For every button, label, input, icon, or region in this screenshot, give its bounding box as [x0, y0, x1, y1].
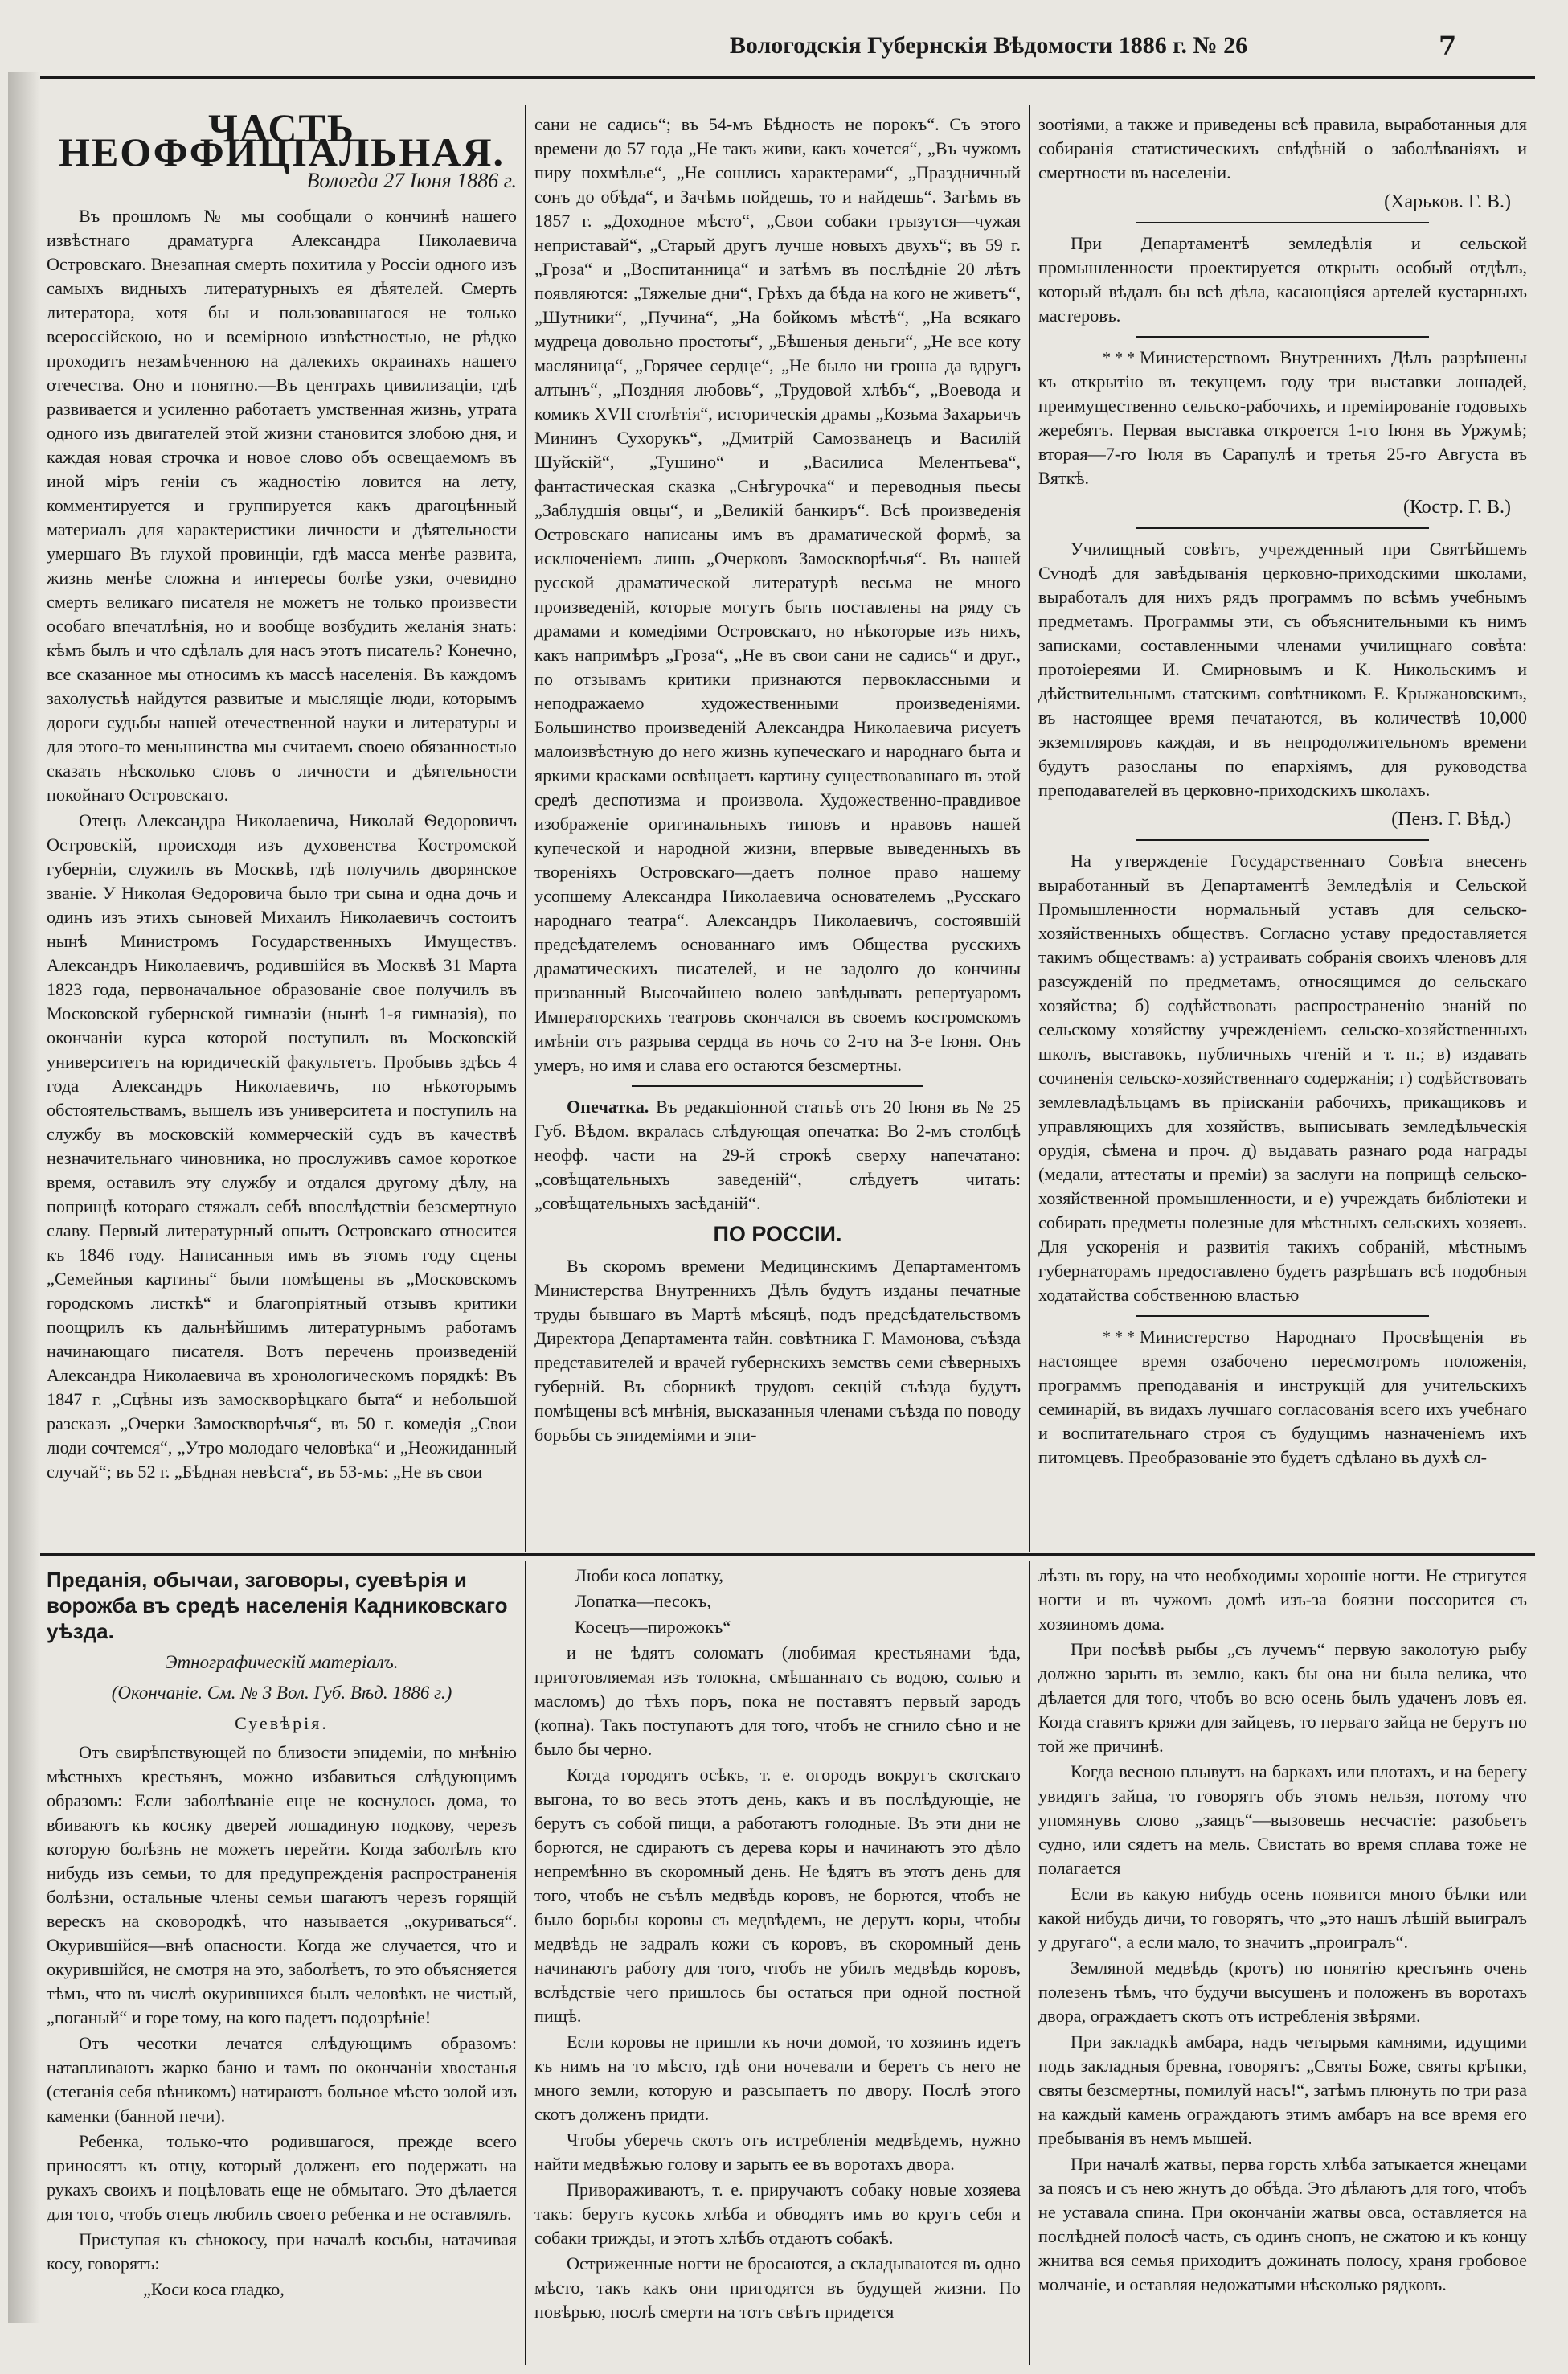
article-paragraph: При посѣвѣ рыбы „съ лучемъ“ первую заколотую рыбу должно зарыть въ землю, какъ бы она ни была велика, что дѣлается для того, чтобъ во всю осень былъ удаченъ ловъ ея. Когда ставятъ кряжи для зайцевъ, то перваго зайца не берутъ по той же причинѣ. — [1038, 1639, 1527, 1756]
continuation-note: (Окончаніе. См. № 3 Вол. Губ. Вѣд. 1886 г.) — [111, 1683, 452, 1703]
column-3 — [1038, 113, 1527, 1548]
article-paragraph: сани не садись“; въ 54-мъ Бѣдность не порокъ“. Съ этого времени до 57 года „Не такъ живи, какъ хочется“, „Въ чужомъ пиру похмѣлье“, „Не сошлись характерами“, „Праздничный сонъ до обѣда“, и Зачѣмъ пойдешь, то и найдешь“. Затѣмъ въ 1857 г. „Доходное мѣсто“, „Свои собаки грызутся—чужая неприставай“, „Старый другъ лучше новыхъ двухъ“; въ 59 г. „Гроза“ и „Воспитанница“ и затѣмъ въ послѣдніе 20 лѣтъ появляются: „Тяжелые дни“, Грѣхъ да бѣда на кого не живетъ“, „Шутники“, „Пучина“, „На бойкомъ мѣстѣ“, „На всякаго мудреца довольно простоты“, „Бѣшеныя деньги“, „Не все коту масляница“, „Горячее сердце“, „Не было ни гроша да вдругъ алтынъ“, „Поздняя любовь“, „Трудовой хлѣбъ“, „Воевода и комикъ XVII столѣтія“, историческія драмы „Козьма Захарьичъ Mининъ Сухорукъ“, „Дмитрій Самозванецъ и Василій Шуйскій“, „Тушино“ и „Василиса Мелентьева“, фантастическая сказка „Снѣгурочка“ и переводныя пьесы „Заблудшія овцы“, и „Великій банкиръ“. Всѣ произведенія Островскаго написаны имъ въ драматической формѣ, за исключеніемъ лишь „Очерковъ Замоскворѣчья“. Въ нашей русской драматической литературѣ весьма не много произведеній, которые могутъ быть поставлены на ряду съ драмами и комедіями Островскаго, но нѣкоторые изъ нихъ, какъ напримѣръ „Гроза“, „Не въ свои сани не садись“ и друг., по отзывамъ критики признаются первоклассными и неподражаемо художественными произведеніями. Большинство произведеній Александра Николаевича рисуетъ малоизвѣстную до него жизнь купеческаго и народнаго быта и яркими красками освѣщаетъ картину существовавшаго въ этой средѣ деспотизма и произвола. Художественно-правдивое изображеніе оригинальныхъ типовъ и нравовъ нашей купеческой и народной жизни, впервые выведенныхъ въ твореніяхъ Островскаго—даетъ полное право нашему усопшему Александра Николаевича основателемъ „Русскаго народнаго театра“. Александръ Николаевичъ, состоявшій предсѣдателемъ основаннаго имъ Общества русскихъ драматическихъ писателей, и не задолго до кончины призванный Высочайшею волею завѣдывать репертуаромъ Императорскихъ театровъ скончался въ своемъ костромскомъ имѣніи отъ разрыва сердца въ ночь со 2-го на 3-е Іюня. Онъ умеръ, но имя и слава его остаются безсмертны. — [534, 114, 1021, 1075]
separator — [1136, 1315, 1430, 1317]
news-paragraph: На утвержденіе Государственнаго Совѣта внесенъ выработанный въ Департаментѣ Земледѣлія и Сельской Промышленности нормальный уставъ для сельско-хозяйственныхъ обществъ. Согласно уставу предоставляется такимъ обществамъ: а) устраивать собранія своихъ членовъ для разсужденій по предметамъ, относящимся до сельскаго хозяйства; б) содѣйствовать распространенію знаній по сельскому хозяйству учрежденіемъ сельско-хозяйственныхъ школъ, выставокъ, публичныхъ чтеній и т. п.; в) издавать сочиненія сельско-хозяйственнаго содержанія; г) содѣйствовать землевладѣльцамъ въ пріисканіи рабочихъ, прикащиковъ и управляющихъ для хозяйствъ, выписывать земледѣльческія орудія, сѣмена и проч. д) выдавать разнаго рода награды (медали, аттестаты и преміи) за заслуги на поприщѣ сельско-хозяйственной промышленности, и е) учреждать библіотеки и собирать предметы полезные для мѣстныхъ сельскихъ хозяевъ. Для ускоренія и развитія такихъ собраній, мѣстнымъ губернаторамъ предоставлено будетъ разрѣшать всѣ подобныя ходатайства собственною властью — [1038, 851, 1527, 1305]
column-rule-2 — [1029, 105, 1030, 1552]
bottom-column-3 — [1038, 1564, 1527, 2368]
verse-line: Люби коса лопатку, — [575, 1565, 724, 1585]
section-divider — [40, 1553, 1535, 1556]
article-paragraph: Отъ чесотки лечатся слѣдующимъ образомъ: натапливаютъ жарко баню и тамъ по окончаніи хвостанья (стеганія себя вѣникомъ) натираютъ больное мѣсто золой изъ каменки (банной печи). — [47, 2033, 517, 2126]
article-paragraph: Отъ свирѣпствующей по близости эпидеміи, по мнѣнію мѣстныхъ крестьянъ, можно избавиться слѣдующимъ образомъ: Если заболѣваніе еще не коснулось дома, то вбиваютъ къ косяку дверей лошадиную подкову, черезъ которую болѣзнь не можетъ перейти. Когда заболѣлъ кто нибудь изъ семьи, то для предупрежденія распространенія болѣзни, остальные члены семьи шагаютъ черезъ горящій верескъ на сковородкѣ, что называется „окуриваться“. Окурившійся—внѣ опасности. Когда же случается, что и окурившійся, не смотря на это, заболѣетъ, то это объясняется тѣмъ, что въ числѣ окурившихся былъ человѣкъ не чистый, „поганый“ и горе тому, на кого падетъ подозрѣніе! — [47, 1742, 517, 2028]
superstitions-heading: Суевѣрія. — [235, 1713, 329, 1733]
separator — [1136, 222, 1430, 223]
verse-line: Лопатка—песокъ, — [575, 1591, 711, 1611]
article-paragraph: Въ прошломъ № мы сообщали о кончинѣ нашего извѣстнаго драматурга Александра Николаевича Островскаго. Внезапная смерть похитила у Россіи одного изъ самыхъ видныхъ литературныхъ ея дѣятелей. Смерть литератора, хотя бы и пользовавшагося не только всероссійскою, но и всемірною извѣстностью, не рѣдко проходитъ незамѣченною на далекихъ окраинахъ нашего отечества. Оно и понятно.—Въ центрахъ цивилизаціи, гдѣ развивается и усиленно работаетъ умственная жизнь, утрата одного изъ двигателей этой жизни становится злобою дня, и каждая новая строчка и новое слово объ освещаемомъ въ иной міръ геніи съ жадностію ловится на лету, комментируется и группируется какъ драгоцѣнный материалъ для характеристики личности и дѣятельности умершаго Въ глухой провинціи, гдѣ масса менѣе развита, жизнь менѣе сложна и интересы болѣе узки, очевидно смерть великаго писателя не можетъ не только произвести особаго впечатлѣнія, но и вообще возбудить желанія знать: кѣмъ былъ и что сдѣлалъ для насъ этотъ писатель? Конечно, все сказанное мы относимъ къ массѣ населенія. Въ каждомъ захолустьѣ найдутся развитые и мыслящіе люди, которымъ дороги судьбы нашей отечественной науки и литературы и для этого-то меньшинства мы считаемъ своею обязанностью сказать нѣсколько словъ о личности и дѣятельности покойнаго Островскаго. — [47, 206, 517, 805]
verse-line: Косецъ—пирожокъ“ — [575, 1617, 731, 1637]
dateline: Вологда 27 Іюня 1886 г. — [306, 169, 517, 192]
correction-notice — [534, 1095, 1021, 1216]
news-paragraph: При Департаментѣ земледѣлія и сельской промышленности проектируется открыть особый отдѣлъ, который вѣдалъ бы всѣ дѣла, касающіяся артелей кустарныхъ мастеровъ. — [1038, 233, 1527, 326]
correction-label: Опечатка. — [567, 1097, 649, 1117]
article-paragraph: При закладкѣ амбара, надъ четырьмя камнями, идущими подъ закладныя бревна, говорятъ: „Святы Боже, святы крѣпки, святы безсмертны, помилуй насъ!“, затѣмъ плюнуть по три раза на каждый камень ограждаютъ этимъ амбаръ на все время его пребыванія въ немъ мышей. — [1038, 2032, 1527, 2148]
news-paragraph: Въ скоромъ времени Медицинскимъ Департаментомъ Министерства Внутреннихъ Дѣлъ будутъ изданы печатные труды бывшаго въ Мартѣ мѣсяцѣ, подъ предсѣдательствомъ Директора Департамента тайн. совѣтника Г. Мамонова, съѣзда представителей и врачей губернскихъ земствъ семи сѣверныхъ губерній. Въ сборникѣ трудовъ секцій съѣзда будутъ помѣщены всѣ мнѣнія, высказанныя членами съѣзда по поводу борьбы съ эпидеміями и эпи- — [534, 1256, 1021, 1445]
ethnography-subtitle: Этнографическій матеріалъ. — [165, 1652, 399, 1672]
article-paragraph: Ребенка, только-что родившагося, прежде всего приносятъ къ отцу, который долженъ его подержать на рукахъ своихъ и поцѣловать еще не обмытаго. Это дѣлается для того, чтобъ отецъ любилъ своего ребенка и не оставлялъ. — [47, 2131, 517, 2224]
page-number: 7 — [1439, 31, 1457, 61]
article-paragraph: Когда городятъ осѣкъ, т. е. огородъ вокругъ скотскаго выгона, то во весь этотъ день, какъ и въ послѣдующіе, не берутъ съ собой пищи, а работаютъ голодные. Въ эти дни не борются, не сдираютъ съ дерева коры и начинаютъ это дѣло непремѣнно въ скоромный день. Не ѣдятъ въ этотъ день для того, чтобъ не съѣлъ медвѣдь коровъ, не борются, чтобъ не было борьбы коровы съ медвѣдемъ, не дерутъ коры, чтобы медвѣдь не задралъ кожи съ коровъ, въ скоромный день начинаютъ работу для того, чтобъ не убилъ медвѣдь коровъ, вслѣдствіе чего пришлось бы остаться при одной постной пищѣ. — [534, 1765, 1021, 2026]
news-paragraph: зоотіями, а также и приведены всѣ правила, выработанныя для собиранія статистическихъ свѣдѣній о заболѣваніяхъ и смертности въ населеніи. — [1038, 114, 1527, 182]
header-rule — [40, 76, 1535, 79]
article-paragraph: Если коровы не пришли къ ночи домой, то хозяинъ идетъ къ нимъ на то мѣсто, гдѣ они ночевали и беретъ съ него не много земли, которую и разсыпаетъ по двору. Послѣ этого скотъ долженъ придти. — [534, 2032, 1021, 2124]
separator — [1136, 527, 1430, 529]
binding-shadow — [8, 72, 40, 2323]
article-paragraph: Отецъ Александра Николаевича, Николай Ѳедоровичъ Островскій, происходя изъ духовенства Костромской губерніи, служилъ въ Москвѣ, гдѣ получилъ дворянское званіе. У Николая Ѳедоровича было три сына и одна дочь и одинъ изъ этихъ сыновей Михаилъ Николаевичъ состоитъ нынѣ Министромъ Государственныхъ Имуществъ. Александръ Николаевичъ, родившійся въ Москвѣ 31 Марта 1823 года, первоначальное образованіе свое получилъ въ Московской губернской гимназіи (нынѣ 1-я гимназія), по окончаніи курса которой поступилъ въ Московскій университетъ на юридическій факультетъ. Пробывъ здѣсь 4 года Александръ Николаевичъ, по нѣкоторымъ обстоятельствамъ, вышелъ изъ университета и поступилъ на службу въ московскій коммерческій судъ въ качествѣ незначительнаго чиновника, но прослуживъ самое короткое время, оставилъ эту службу и отдался другому дѣлу, на поприщѣ котораго стяжалъ себѣ впослѣдствіи безсмертную славу. Первый литературный опытъ Островскаго относится къ 1846 году. Написанныя имъ въ этомъ году сцены „Семейныя картины“ были помѣщены въ „Московскомъ городскомъ листкѣ“ и благопріятный отзывъ критики поощрилъ къ дальнѣйшимъ литературнымъ работамъ начинающаго писателя. Вотъ перечень произведеній Александра Николаевича въ хронологическомъ порядкѣ: Въ 1847 г. „Сцѣны изъ замоскворѣцкаго быта“ и небольшой разсказъ „Очерки Замоскворѣчья“, въ 50 г. комедія „Свои люди сочтемся“, „Утро молодаго человѣка“ и „Неожиданный случай“; въ 52 г. „Бѣдная невѣста“, въ 53-мъ: „Не въ свои — [47, 810, 517, 1482]
bottom-column-1 — [47, 1564, 517, 2368]
source-ref: (Костр. Г. В.) — [1402, 497, 1511, 518]
article-paragraph: Приступая къ сѣнокосу, при началѣ косьбы, натачивая косу, говорятъ: — [47, 2229, 517, 2274]
column-1 — [47, 113, 517, 1548]
column-rule-4 — [1029, 1561, 1030, 2365]
column-2 — [534, 113, 1021, 1548]
article-paragraph: и не ѣдятъ соломатъ (любимая крестьянами ѣда, приготовляемая изъ толокна, смѣшаннаго съ водою, солью и масломъ) до тѣхъ поръ, пока не поставятъ первый зародъ (копна). Такъ поступаютъ для того, чтобъ не сгнило сѣно и не было бы черно. — [534, 1642, 1021, 1759]
ethnography-title: Преданія, обычаи, заговоры, суевѣрія и ворожба въ средѣ населенія Кадниковскаго уѣзда. — [47, 1568, 508, 1643]
news-paragraph: Училищный совѣтъ, учрежденный при Святѣйшемъ Сѵнодѣ для завѣдыванія церковно-приходскими школами, выработалъ для нихъ рядъ программъ по всѣмъ учебнымъ предметамъ. Программы эти, съ объяснительными къ нимъ записками, составленными членами училищнаго совѣта: протоіереями И. Смирновымъ и К. Никольскимъ и дѣйствительнымъ статскимъ совѣтникомъ Е. Крыжановскимъ, въ настоящее время печатаются, въ количествѣ 10,000 экземпляровъ каждая, и въ непродолжительномъ времени будутъ разосланы по епархіямъ, для руководства преподавателей въ церковно-приходскихъ школахъ. — [1038, 539, 1527, 800]
verse-line: „Коси коса гладко, — [143, 2279, 285, 2299]
article-paragraph: Земляной медвѣдь (кротъ) по понятію крестьянъ очень полезенъ тѣмъ, что будучи высушенъ и положенъ въ воротахъ двора, ограждаетъ скотъ отъ истребленія звѣрями. — [1038, 1958, 1527, 2026]
article-paragraph: Чтобы уберечь скотъ отъ истребленія медвѣдемъ, нужно найти медвѣжью голову и зарыть ее въ воротахъ двора. — [534, 2130, 1021, 2174]
news-paragraph: * * * Министерство Народнаго Просвѣщенія въ настоящее время озабочено пересмотромъ положенія, программъ преподаванія и инструкцій для учительскихъ семинарій, въ видахъ лучшаго согласованія всего ихъ учебнаго и воспитательнаго строя съ будущимъ назначеніемъ ихъ питомцевъ. Преобразованіе это будетъ сдѣлано въ духѣ сл- — [1038, 1326, 1527, 1467]
separator — [1136, 839, 1430, 841]
article-paragraph: Когда весною плывутъ на баркахъ или плотахъ, и на берегу увидятъ зайца, то говорятъ объ этомъ нельзя, потому что упомянувъ слово „заяцъ“—вызовешь несчастіе: разобьетъ судно, или сядетъ на мель. Свистать во время сплава тоже не полагается — [1038, 1761, 1527, 1878]
news-paragraph: * * * Министерствомъ Внутреннихъ Дѣлъ разрѣшены къ открытію въ текущемъ году три выставки лошадей, преимущественно сельско-рабочихъ, и преміированіе годовыхъ жеребятъ. Первая выставка откроется 1-го Іюня въ Уржумѣ; вторая—7-го Іюля въ Сарапулѣ и третья 25-го Августа въ Вяткѣ. — [1038, 347, 1527, 488]
separator — [632, 1085, 923, 1087]
article-paragraph: При началѣ жатвы, перва горсть хлѣба затыкается жнецами за поясъ и съ нею жнутъ до обѣда. Это дѣлаютъ для того, чтобъ не уставала спина. При окончаніи жатвы овса, оставляется на послѣдней полосѣ часть, съ одинъ снопъ, не сжатою и къ концу жнитва вся семья приходитъ дожинать полосу, храня гробовое молчаніе, и оставляя недожатыми нѣсколько рядковъ. — [1038, 2154, 1527, 2294]
part-title: ЧАСТЬ НЕОФФИЦІАЛЬНАЯ. — [59, 113, 505, 174]
separator — [1136, 336, 1430, 338]
article-paragraph: Остриженные ногти не бросаются, а складываются въ одно мѣсто, такъ какъ они пригодятся въ будущей жизни. По повѣрью, послѣ смерти на тотъ свѣтъ придется — [534, 2253, 1021, 2322]
bottom-column-2 — [534, 1564, 1021, 2368]
source-ref: (Пенз. Г. Вѣд.) — [1391, 809, 1511, 830]
column-rule-1 — [525, 105, 526, 1552]
article-paragraph: Если въ какую нибудь осень появится много бѣлки или какой нибудь дичи, то говорятъ, что „это нашъ лѣшій выигралъ у другаго“, а если мало, то значитъ „проигралъ“. — [1038, 1884, 1527, 1952]
column-rule-3 — [525, 1561, 526, 2365]
correction-text: Въ редакціонной статьѣ отъ 20 Іюня въ № 25 Губ. Вѣдом. вкралась слѣдующая опечатка: Во 2-мъ столбцѣ неофф. части на 29-й строкѣ сверху напечатано: „совѣщательныхъ заведеній“, слѣдуетъ читать: „совѣщательныхъ засѣданій“. — [534, 1097, 1021, 1213]
asterism: * * * — [1103, 1328, 1135, 1346]
section-title: ПО РОССІИ. — [713, 1222, 842, 1246]
source-ref: (Харьков. Г. В.) — [1384, 191, 1511, 212]
running-header: Вологодскія Губернскія Вѣдомости 1886 г. № 26 — [729, 32, 1248, 59]
article-paragraph: лѣзть въ гору, на что необходимы хорошіе ногти. Не стригутся ногти и въ чужомъ домѣ изъ-за боязни поссорится съ хозяиномъ дома. — [1038, 1565, 1527, 1634]
asterism: * * * — [1103, 349, 1135, 367]
article-paragraph: Привораживаютъ, т. е. приручаютъ собаку новые хозяева такъ: берутъ кусокъ хлѣба и обводятъ имъ во кругъ себя и собаки трижды, и этотъ хлѣбъ отдаютъ собакѣ. — [534, 2179, 1021, 2248]
